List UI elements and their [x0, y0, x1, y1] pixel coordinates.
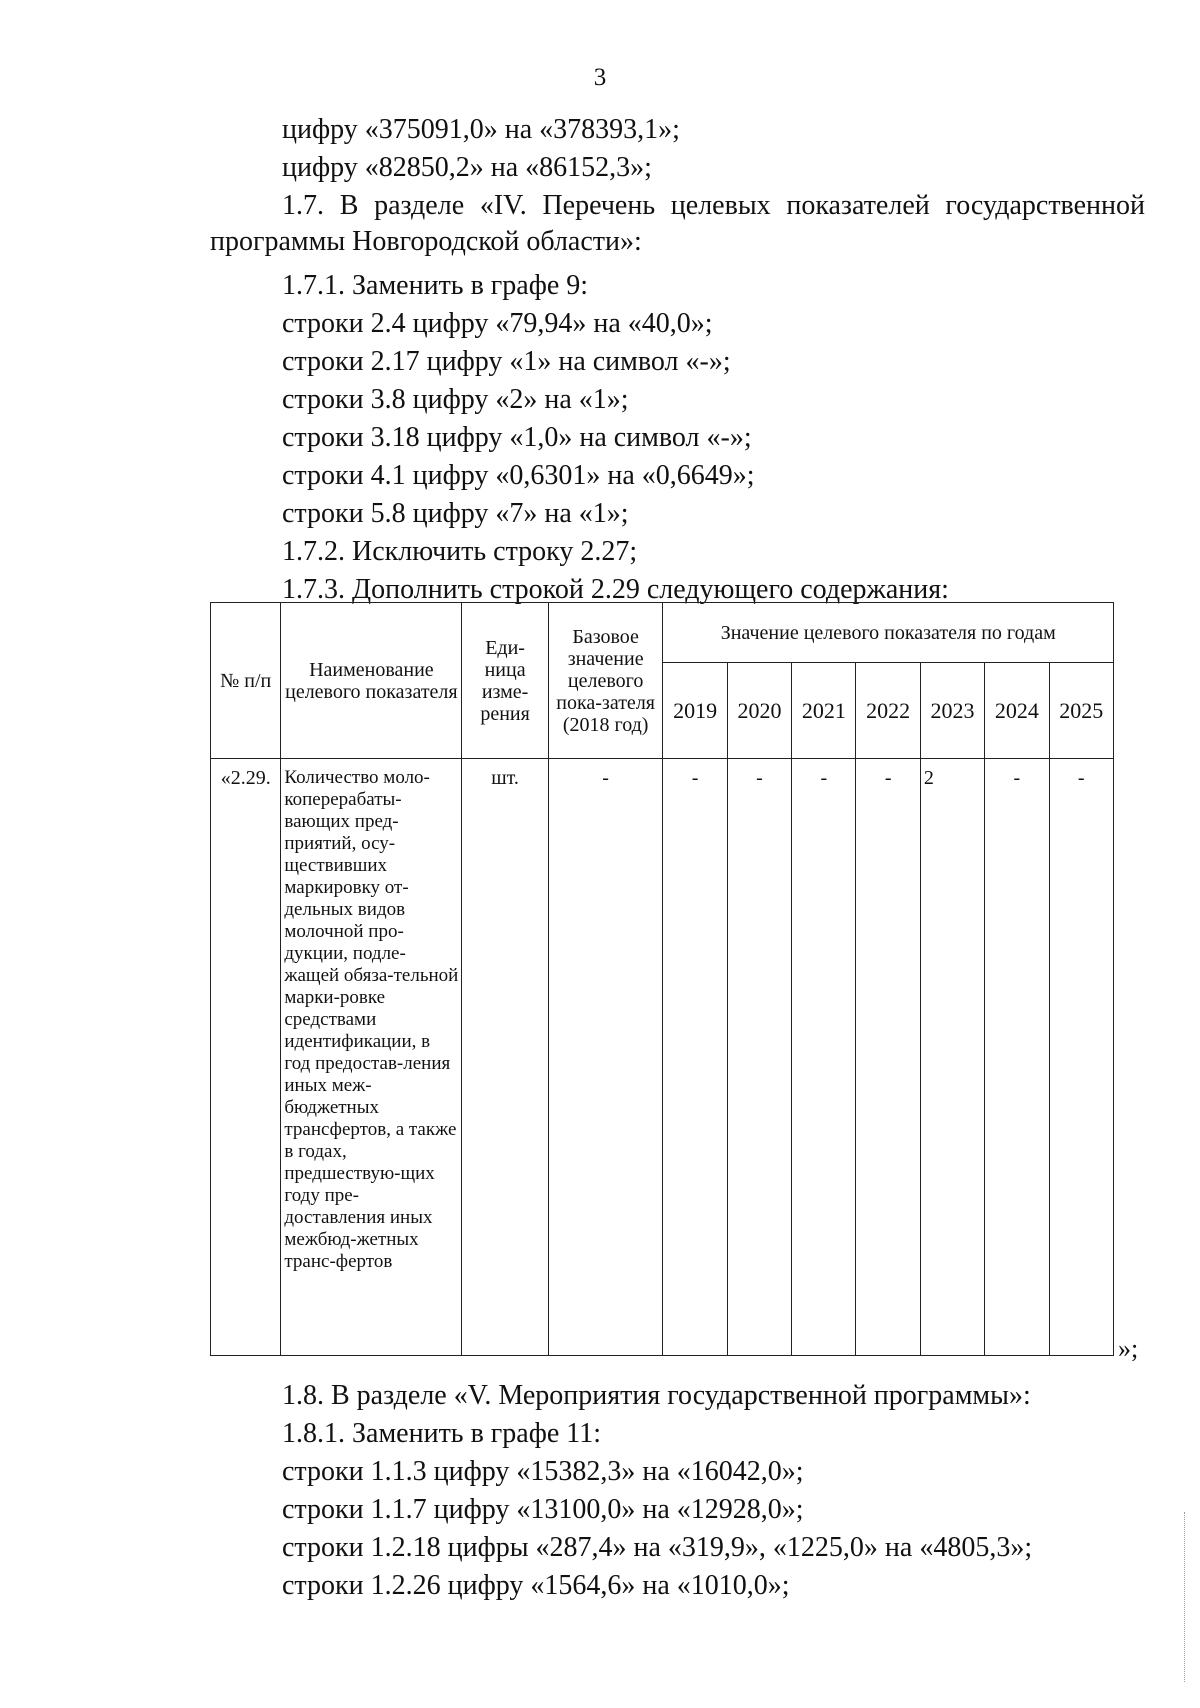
cell-unit: шт.	[462, 759, 548, 1356]
text-line: строки 1.1.7 цифру «13100,0» на «12928,0»;	[282, 1494, 804, 1525]
cell-value: -	[856, 759, 920, 1356]
table-row	[211, 759, 1114, 1356]
text-line: строки 4.1 цифру «0,6301» на «0,6649»;	[282, 460, 755, 491]
text-line: строки 1.2.18 цифры «287,4» на «319,9», «1225,0» на «4805,3»;	[282, 1532, 1033, 1563]
cell-value: -	[792, 759, 856, 1356]
text-line: 1.8.1. Заменить в графе 11:	[282, 1418, 602, 1449]
header-years-group: Значение целевого показателя по годам	[663, 603, 1114, 663]
cell-value: -	[663, 759, 727, 1356]
header-year: 2022	[856, 663, 920, 759]
text-line: 1.7.3. Дополнить строкой 2.29 следующего содержания:	[282, 574, 949, 605]
text-line: цифру «82850,2» на «86152,3»;	[282, 152, 652, 183]
header-year: 2024	[985, 663, 1049, 759]
header-year: 2020	[727, 663, 791, 759]
text-line: строки 1.1.3 цифру «15382,3» на «16042,0»;	[282, 1456, 804, 1487]
text-line: 1.7. В разделе «IV. Перечень целевых показателей государственной	[282, 190, 1145, 221]
text-line: строки 3.8 цифру «2» на «1»;	[282, 384, 629, 415]
scan-margin-mark	[1184, 1512, 1185, 1682]
cell-name: Количество моло-коперерабаты-вающих пред-приятий, осу-ществивших маркировку от-дельных видов молочной про-дукции, подле-жащей обяза-тельной марки-ровке средствами идентификации, в год предостав-ления иных меж-бюджетных трансфертов, а также в годах, предшествую-щих году пре-доставления иных межбюд-жетных транс-фертов	[281, 759, 462, 1356]
text-line: строки 1.2.26 цифру «1564,6» на «1010,0»;	[282, 1570, 790, 1601]
header-base: Базовое значение целевого пока-зателя (2018 год)	[548, 603, 663, 759]
text-line: программы Новгородской области»:	[210, 226, 642, 257]
cell-base: -	[548, 759, 663, 1356]
header-year: 2025	[1049, 663, 1113, 759]
text-line: 1.7.2. Исключить строку 2.27;	[282, 536, 638, 567]
cell-value: -	[727, 759, 791, 1356]
text-line: строки 2.17 цифру «1» на символ «-»;	[282, 346, 731, 377]
text-line: цифру «375091,0» на «378393,1»;	[282, 114, 680, 145]
cell-value: -	[985, 759, 1049, 1356]
header-unit: Еди-ница изме-рения	[462, 603, 548, 759]
cell-num: «2.29.	[211, 759, 281, 1356]
header-year: 2023	[920, 663, 984, 759]
header-year: 2021	[792, 663, 856, 759]
page-number: 3	[593, 64, 607, 91]
text-line: строки 2.4 цифру «79,94» на «40,0»;	[282, 308, 713, 339]
text-line: строки 5.8 цифру «7» на «1»;	[282, 498, 629, 529]
text-line: 1.8. В разделе «V. Мероприятия государственной программы»:	[282, 1380, 1031, 1411]
cell-value: -	[1049, 759, 1113, 1356]
header-year: 2019	[663, 663, 727, 759]
closing-quote: »;	[1118, 1334, 1139, 1363]
header-num: № п/п	[211, 603, 281, 759]
header-name: Наименование целевого показателя	[281, 603, 462, 759]
section-1-7-heading	[210, 188, 1145, 260]
cell-value: 2	[920, 759, 984, 1356]
indicators-table	[210, 602, 1114, 1356]
text-line: строки 3.18 цифру «1,0» на символ «-»;	[282, 422, 752, 453]
text-line: 1.7.1. Заменить в графе 9:	[282, 270, 589, 301]
